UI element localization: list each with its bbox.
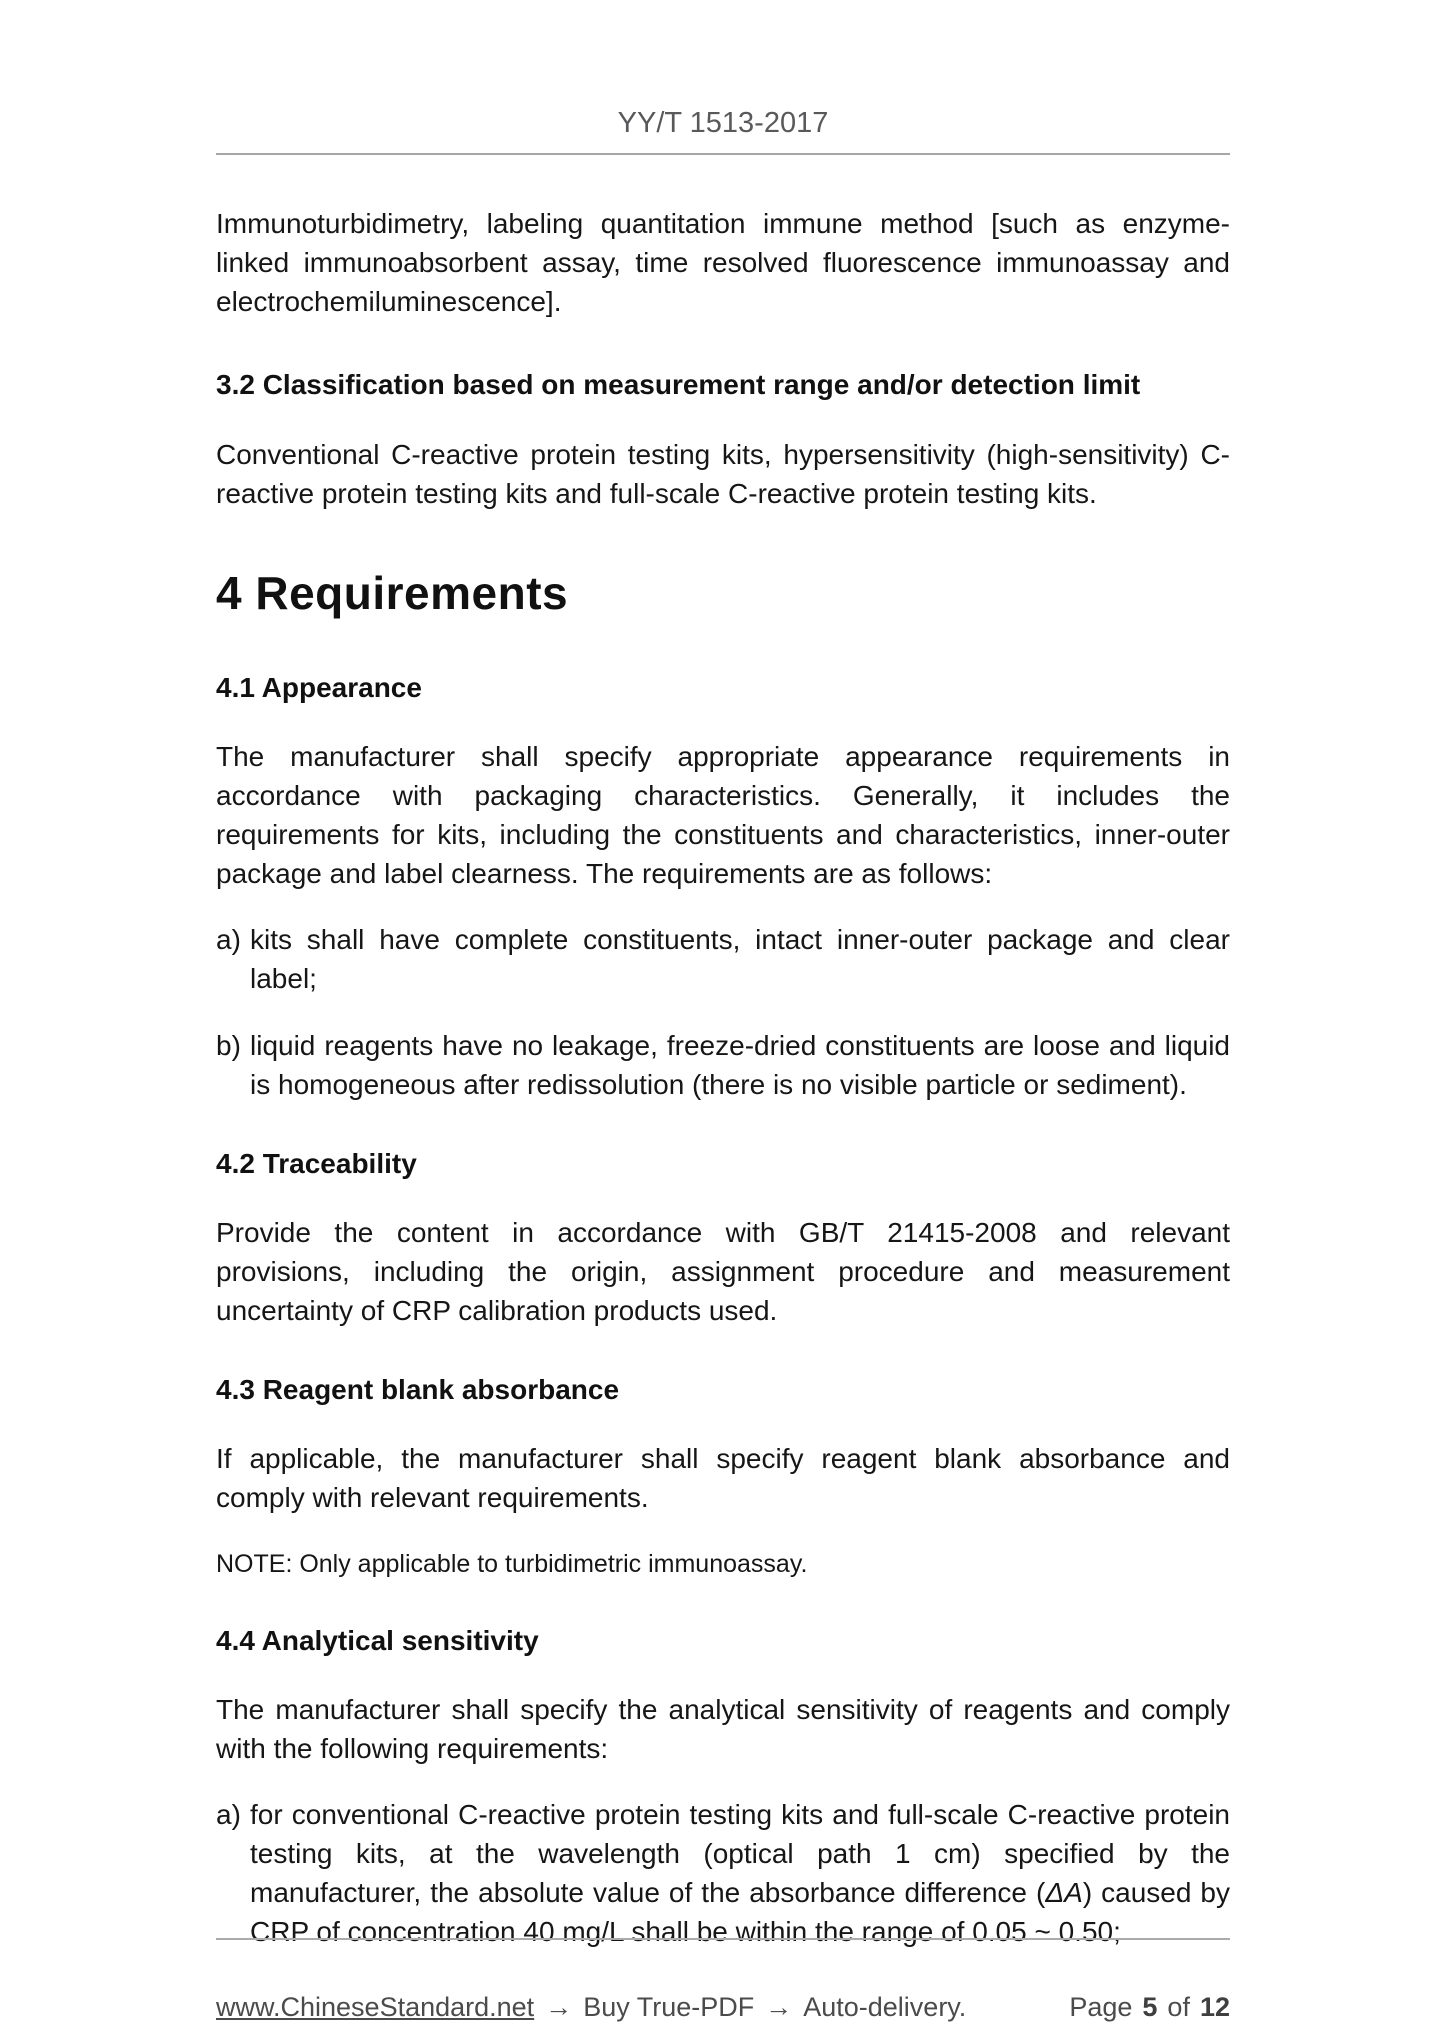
delta-a-symbol: ΔA	[1045, 1877, 1083, 1908]
footer	[216, 1938, 1230, 2024]
document-number: YY/T 1513-2017	[617, 107, 829, 139]
section-heading-4-2: 4.2 Traceability	[216, 1148, 417, 1179]
section-heading-4-1: 4.1 Appearance	[216, 672, 422, 703]
list-item-text: liquid reagents have no leakage, freeze-dried constituents are loose and liquid is homogeneous after redissolution (there is no visible particle or sediment).	[250, 1030, 1230, 1100]
page-current: 5	[1142, 1992, 1158, 2022]
of-label: of	[1167, 1992, 1190, 2022]
header-divider	[216, 153, 1230, 155]
section-heading-4-3: 4.3 Reagent blank absorbance	[216, 1374, 620, 1405]
page-indicator	[1069, 1990, 1230, 2024]
list-marker: a)	[216, 924, 241, 955]
list-item-text-before: for conventional C-reactive protein testing kits and full-scale C-reactive protein testing kits, at the wavelength (optical path 1 cm) specified by the manufacturer, the absolute value of the absorbance difference (	[250, 1799, 1230, 1908]
page-label: Page	[1069, 1992, 1133, 2022]
arrow-icon: →	[765, 1992, 793, 2022]
footer-source-line	[216, 1990, 966, 2024]
note-text: NOTE: Only applicable to turbidimetric immunoassay.	[216, 1550, 808, 1578]
footer-delivery-text: Auto-delivery.	[803, 1992, 967, 2022]
list-item-4-4-a	[216, 1795, 1230, 1951]
footer-site-link[interactable]: www.ChineseStandard.net	[216, 1992, 535, 2022]
paragraph-intro: Immunoturbidimetry, labeling quantitation immune method [such as enzyme-linked immunoabsorbent assay, time resolved fluorescence immunoassay and electrochemiluminescence].	[216, 208, 1230, 317]
list-item-text: kits shall have complete constituents, intact inner-outer package and clear label;	[250, 924, 1230, 994]
paragraph-4-3: If applicable, the manufacturer shall specify reagent blank absorbance and comply with relevant requirements.	[216, 1443, 1230, 1513]
chapter-heading-4: 4 Requirements	[216, 567, 569, 619]
list-item-b	[216, 1026, 1230, 1104]
list-marker: b)	[216, 1030, 241, 1061]
footer-buy-text: Buy True-PDF	[583, 1992, 755, 2022]
list-item-text	[250, 1795, 1230, 1951]
paragraph-4-1: The manufacturer shall specify appropriate appearance requirements in accordance with packaging characteristics. Generally, it includes the requirements for kits, including the constituents and characteristics, inner-outer package and label clearness. The requirements are as follows:	[216, 741, 1230, 889]
page-total: 12	[1199, 1992, 1230, 2022]
paragraph-4-4: The manufacturer shall specify the analytical sensitivity of reagents and comply with the following requirements:	[216, 1694, 1230, 1764]
section-heading-3-2: 3.2 Classification based on measurement range and/or detection limit	[216, 369, 1141, 400]
paragraph-3-2: Conventional C-reactive protein testing kits, hypersensitivity (high-sensitivity) C-reactive protein testing kits and full-scale C-reactive protein testing kits.	[216, 439, 1230, 509]
list-item-text-after: ) caused by CRP of concentration 40 mg/L shall be within the range of 0.05 ~ 0.50;	[250, 1877, 1231, 1947]
list-marker: a)	[216, 1799, 241, 1830]
paragraph-4-2: Provide the content in accordance with GB/T 21415-2008 and relevant provisions, including the origin, assignment procedure and measurement uncertainty of CRP calibration products used.	[216, 1217, 1230, 1326]
section-heading-4-4: 4.4 Analytical sensitivity	[216, 1625, 539, 1656]
list-item-a	[216, 920, 1230, 998]
arrow-icon: →	[545, 1992, 573, 2022]
